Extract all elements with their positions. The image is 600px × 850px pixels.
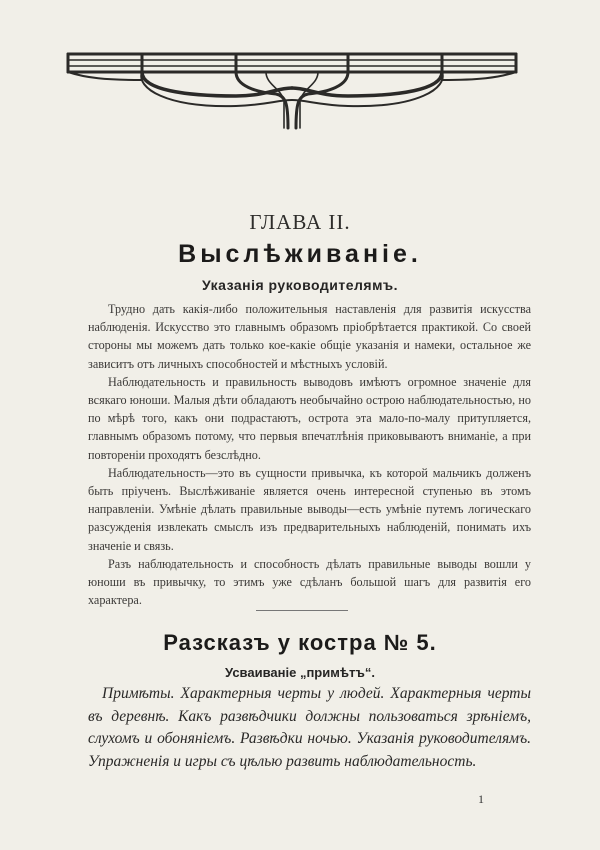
page-number: 1: [478, 792, 484, 806]
story-subtitle: Усваиваніе „примѣтъ“.: [225, 665, 375, 680]
paragraph: Трудно дать какія-либо положительныя наставленія для развитія искусства наблюденія. Искусство это главнымъ образомъ пріобрѣтается практикой. Со своей стороны мы можемъ дать только кое-какіе общіе указанія и намеки, остальное же зависитъ отъ личныхъ способностей и мѣстныхъ условій.: [88, 302, 531, 371]
story-title: Разсказъ у костра № 5.: [163, 630, 437, 655]
paragraph: Разъ наблюдательность и способность дѣлать правильные выводы вошли у юноши въ привычку, то этимъ уже сдѣланъ большой шагъ для развитія его характера.: [88, 556, 531, 608]
paragraph: Наблюдательность—это въ сущности привычка, къ которой мальчикъ долженъ быть пріученъ. Выслѣживаніе является очень интересной ступенью въ этомъ направленіи. Умѣніе дѣлать правильные выводы—есть умѣніе путемъ логическаго разсужденія извлекать смыслъ изъ предварительныхъ наблюденій, понимать ихъ значеніе и связь.: [88, 465, 531, 553]
divider: [256, 610, 348, 611]
chapter-label: ГЛАВА II.: [249, 210, 351, 234]
paragraph: Наблюдательность и правильность выводовъ имѣютъ огромное значеніе для всякаго юноши. Малыя дѣти обладаютъ необычайно острою наблюдательностью, но по мѣрѣ того, какъ они подрастаютъ, острота эта мало-по-малу притупляется, главнымъ образомъ потому, что первыя впечатлѣнія приковываютъ вниманіе, а при повтореніи проходятъ безслѣдно.: [88, 374, 531, 462]
section-heading: Указанія руководителямъ.: [201, 277, 399, 293]
story-summary: Примѣты. Характерныя черты у людей. Характерныя черты въ деревнѣ. Какъ развѣдчики должны пользоваться зрѣніемъ, слухомъ и обоняніемъ. Развѣдки ночью. Указанія руководителямъ. Упражненія и игры съ цѣлью развить наблюдательность.: [88, 685, 531, 770]
decorative-ornament: [66, 44, 518, 130]
chapter-title: Выслѣживаніе.: [178, 240, 422, 268]
body-text: [88, 300, 531, 609]
